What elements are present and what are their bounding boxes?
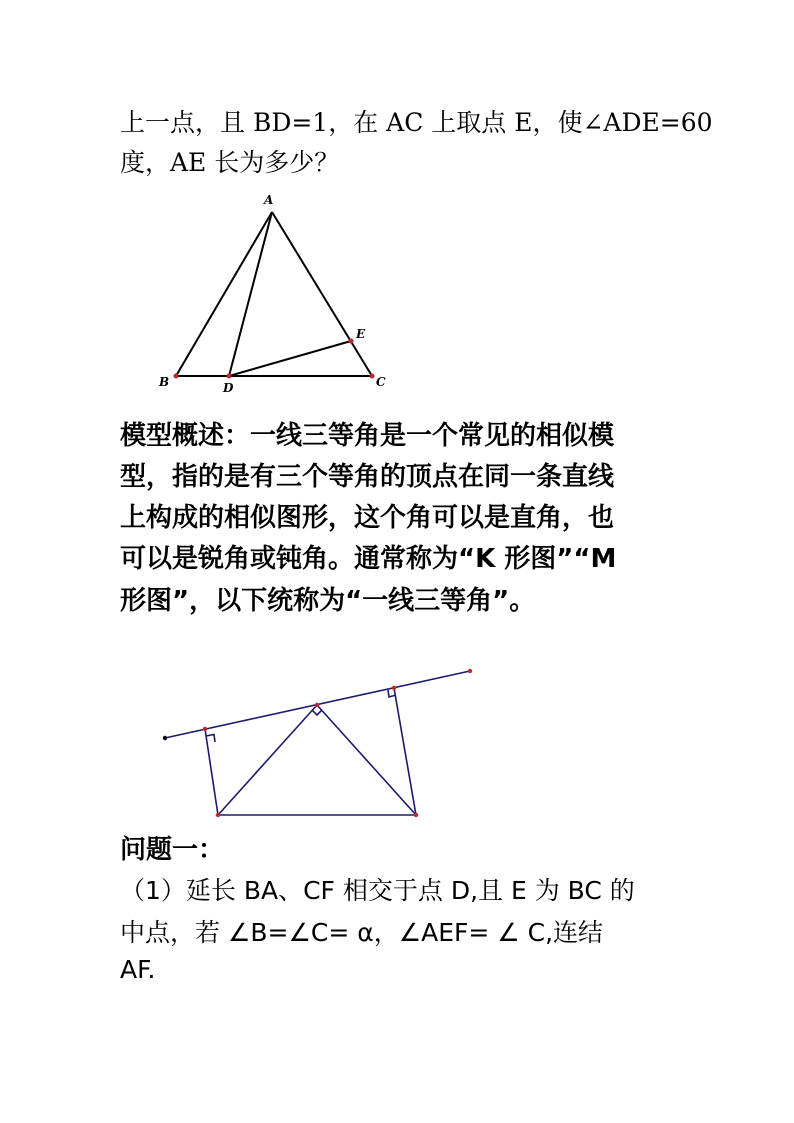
overview-line-1: 模型概述：一线三等角是一个常见的相似模: [120, 421, 615, 451]
point-b: [174, 374, 179, 379]
overview-line-5: 形图”，以下统称为“一线三等角”。: [120, 586, 536, 616]
label-e: E: [356, 327, 366, 341]
point-bottom-right: [414, 813, 418, 817]
point-c: [370, 374, 375, 379]
overview-line-3: 上构成的相似图形，这个角可以是直角，也: [120, 503, 615, 533]
right-angle-mark-middle: [312, 710, 322, 715]
figure-k-shape: [165, 671, 470, 815]
overview-line-2: 型，指的是有三个等角的顶点在同一条直线: [120, 462, 615, 492]
segment-left-diagonal: [218, 705, 317, 815]
label-d: D: [223, 381, 234, 395]
segment-ac: [272, 212, 372, 376]
segment-ab: [176, 212, 272, 376]
point-e: [349, 339, 354, 344]
point-foot-right: [392, 686, 396, 690]
question-line-3: AF.: [120, 955, 156, 984]
point-foot-left: [203, 727, 207, 731]
problem-line-2: 度，AE 长为多少？: [120, 148, 340, 177]
point-d: [227, 374, 232, 379]
label-b: B: [159, 375, 170, 389]
question-title: 问题一：: [120, 835, 225, 865]
segment-de: [229, 341, 351, 376]
segment-ad: [229, 212, 272, 376]
problem-line-1: 上一点，且 BD=1，在 AC 上取点 E，使∠ADE=60: [120, 108, 713, 137]
point-bottom-left: [216, 813, 220, 817]
overview-line-4: 可以是锐角或钝角。通常称为“K 形图”“M: [120, 544, 617, 574]
segment-right-diagonal: [317, 705, 416, 815]
point-apex: [315, 703, 319, 707]
point-base-right-end: [468, 669, 472, 673]
label-a: A: [264, 193, 274, 207]
segment-right-vertical: [394, 688, 416, 815]
question-line-1: （1）延长 BA、CF 相交于点 D,且 E 为 BC 的: [120, 876, 635, 905]
question-line-2: 中点，若 ∠B=∠C= α，∠AEF= ∠ C,连结: [120, 918, 604, 947]
point-base-left-end: [163, 736, 167, 740]
segment-left-vertical: [205, 729, 218, 815]
label-c: C: [376, 375, 386, 389]
